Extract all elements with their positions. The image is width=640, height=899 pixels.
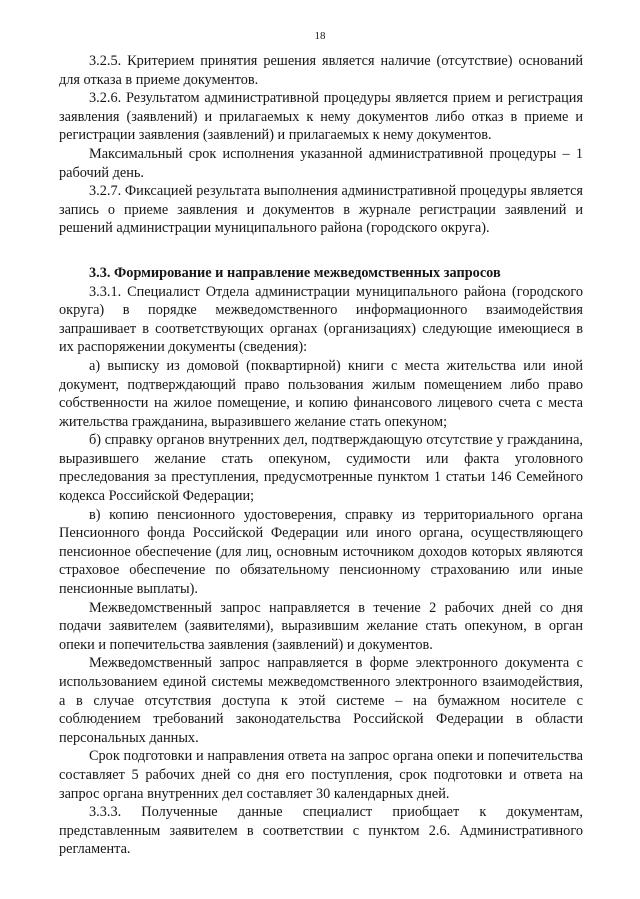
- paragraph-max-term: Максимальный срок исполнения указанной административной процедуры – 1 рабочий день.: [59, 145, 583, 181]
- paragraph-request-timing: Межведомственный запрос направляется в течение 2 рабочих дней со дня подачи заявителем (заявителями), выразившим желание стать опекуном, в орган опеки и попечительства заявления (заявлений) и документов.: [59, 599, 583, 653]
- paragraph-item-a: а) выписку из домовой (поквартирной) книги с места жительства или иной документ, подтверждающий право пользования жилым помещением либо право собственности на жилое помещение, и копию финансового лицевого счета с места жительства гражданина, выразившего желание стать опекуном;: [59, 357, 583, 430]
- paragraph-3-2-5: 3.2.5. Критерием принятия решения является наличие (отсутствие) оснований для отказа в приеме документов.: [59, 53, 583, 88]
- paragraph-3-3-3: 3.3.3. Полученные данные специалист приобщает к документам, представленным заявителем в соответствии с пунктом 2.6. Административного регламента.: [59, 804, 583, 858]
- paragraph-response-term: Срок подготовки и направления ответа на запрос органа опеки и попечительства составляет 5 рабочих дней со дня его поступления, срок подготовки и ответа на запрос органа внутренних дел составляет 30 календарных дней.: [59, 748, 583, 802]
- paragraph-3-2-6: 3.2.6. Результатом административной процедуры является прием и регистрация заявления (заявлений) и прилагаемых к нему документов либо отказ в приеме и регистрации заявления (заявлений) и прилагаемых к нему документов.: [59, 90, 583, 144]
- paragraph-item-b: б) справку органов внутренних дел, подтверждающую отсутствие у гражданина, выразившего желание стать опекуном, судимости или факта уголовного преследования за преступления, предусмотренные пунктом 1 статьи 146 Семейного кодекса Российской Федерации;: [59, 432, 583, 505]
- section-heading-3-3: 3.3. Формирование и направление межведомственных запросов: [89, 264, 501, 281]
- document-body: [59, 52, 583, 859]
- paragraph-3-2-7: 3.2.7. Фиксацией результата выполнения административной процедуры является запись о приеме заявления и документов в журнале регистрации заявлений и решений администрации муниципального района (городского округа).: [59, 183, 583, 237]
- paragraph-item-v: в) копию пенсионного удостоверения, справку из территориального органа Пенсионного фонда Российской Федерации или иного органа, осуществляющего пенсионное обеспечение (для лиц, основным источником доходов которых являются страховое обеспечение по обязательному пенсионному страхованию или иные пенсионные выплаты).: [59, 506, 583, 598]
- page-number: 18: [314, 30, 326, 42]
- paragraph-3-3-1: 3.3.1. Специалист Отдела администрации муниципального района (городского округа) в порядке межведомственного информационного взаимодействия запрашивает в соответствующих органах (организациях) следующие имеющиеся в их распоряжении документы (сведения):: [59, 283, 583, 356]
- paragraph-request-form: Межведомственный запрос направляется в форме электронного документа с использованием единой системы межведомственного электронного взаимодействия, а в случае отсутствия доступа к этой системе – на бумажном носителе с соблюдением требований законодательства Российской Федерации в области персональных данных.: [59, 655, 583, 746]
